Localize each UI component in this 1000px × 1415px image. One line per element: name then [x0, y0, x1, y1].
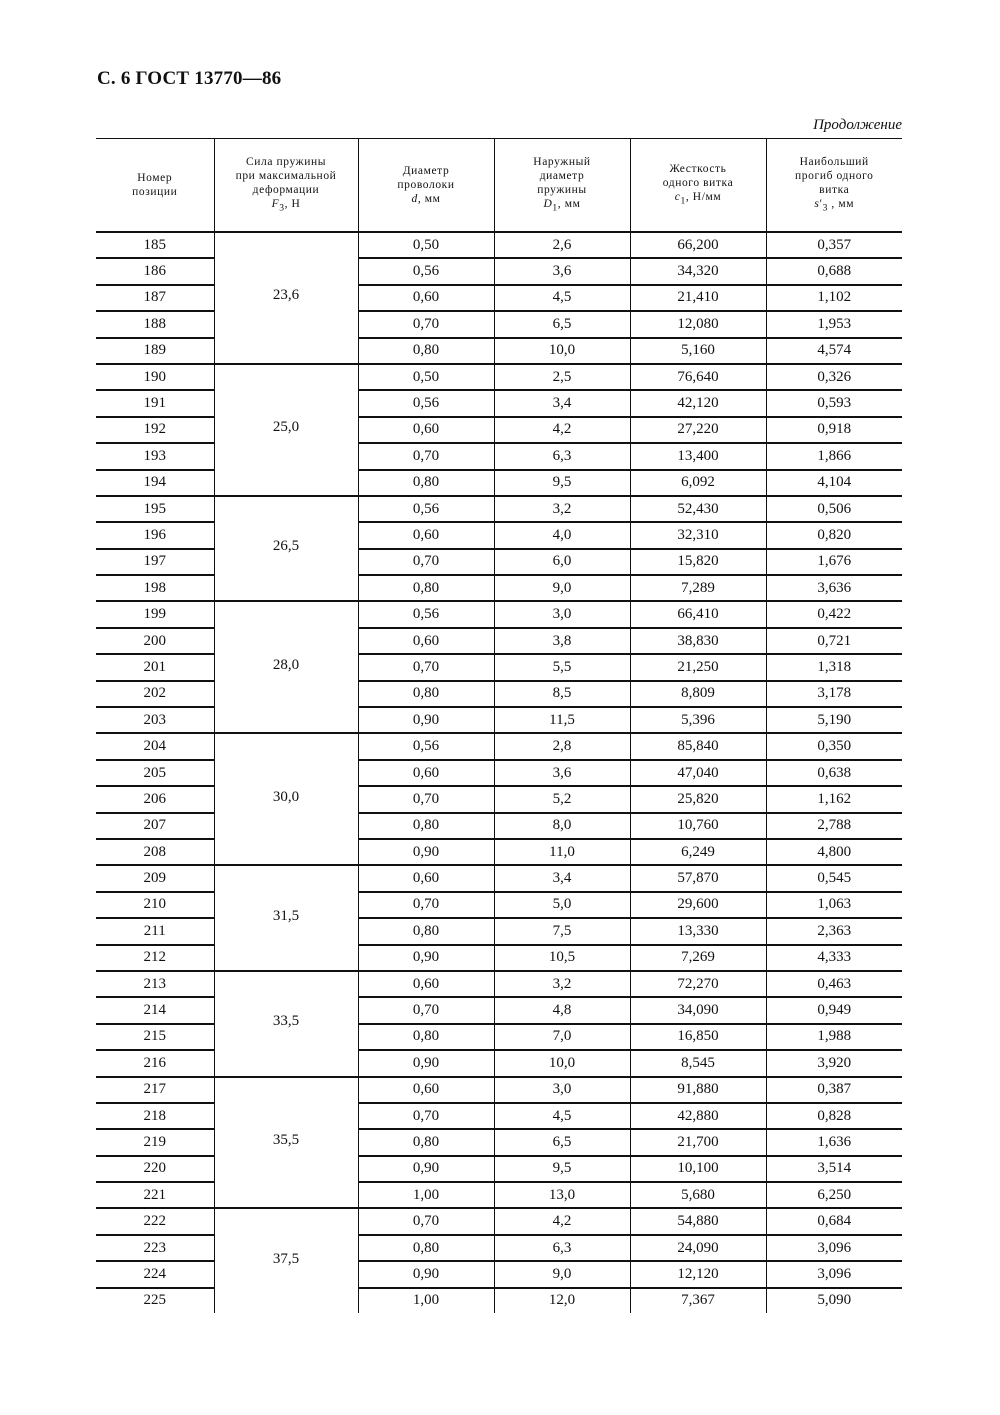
force-cell: 37,5	[214, 1208, 358, 1313]
deflection-cell: 4,104	[766, 470, 902, 496]
outer-diameter-cell: 4,2	[494, 417, 630, 443]
outer-diameter-cell: 4,8	[494, 997, 630, 1023]
position-cell: 207	[96, 813, 214, 839]
wire-diameter-cell: 0,60	[358, 417, 494, 443]
wire-diameter-cell: 0,56	[358, 390, 494, 416]
deflection-cell: 1,676	[766, 549, 902, 575]
position-cell: 198	[96, 575, 214, 601]
wire-diameter-cell: 0,70	[358, 654, 494, 680]
deflection-cell: 1,953	[766, 311, 902, 337]
deflection-cell: 2,788	[766, 813, 902, 839]
outer-diameter-cell: 2,8	[494, 733, 630, 759]
outer-diameter-cell: 10,0	[494, 338, 630, 364]
deflection-cell: 0,387	[766, 1077, 902, 1103]
wire-diameter-cell: 0,60	[358, 760, 494, 786]
column-header-force-text: Сила пружины при максимальной деформации $F_3$, Н	[235, 155, 337, 214]
deflection-cell: 3,178	[766, 681, 902, 707]
wire-diameter-cell: 0,60	[358, 285, 494, 311]
deflection-cell: 4,800	[766, 839, 902, 865]
stiffness-cell: 24,090	[630, 1235, 766, 1261]
wire-diameter-cell: 0,80	[358, 1235, 494, 1261]
outer-diameter-cell: 9,5	[494, 470, 630, 496]
force-cell: 23,6	[214, 232, 358, 364]
stiffness-cell: 21,250	[630, 654, 766, 680]
deflection-cell: 0,326	[766, 364, 902, 390]
force-cell: 35,5	[214, 1077, 358, 1209]
table-row	[96, 971, 902, 997]
outer-diameter-cell: 3,6	[494, 760, 630, 786]
position-cell: 215	[96, 1024, 214, 1050]
wire-diameter-cell: 0,80	[358, 813, 494, 839]
deflection-cell: 1,063	[766, 892, 902, 918]
column-header-wire-diameter: Диаметр проволоки d, мм	[358, 139, 494, 233]
position-cell: 191	[96, 390, 214, 416]
outer-diameter-cell: 11,0	[494, 839, 630, 865]
outer-diameter-cell: 3,2	[494, 971, 630, 997]
stiffness-cell: 21,700	[630, 1129, 766, 1155]
outer-diameter-cell: 3,0	[494, 1077, 630, 1103]
deflection-cell: 0,422	[766, 601, 902, 627]
position-cell: 199	[96, 601, 214, 627]
stiffness-cell: 66,410	[630, 601, 766, 627]
position-cell: 202	[96, 681, 214, 707]
position-cell: 223	[96, 1235, 214, 1261]
wire-diameter-cell: 0,80	[358, 1129, 494, 1155]
stiffness-cell: 25,820	[630, 786, 766, 812]
stiffness-cell: 5,160	[630, 338, 766, 364]
deflection-cell: 1,102	[766, 285, 902, 311]
wire-diameter-cell: 0,80	[358, 338, 494, 364]
stiffness-cell: 42,120	[630, 390, 766, 416]
position-cell: 225	[96, 1288, 214, 1313]
outer-diameter-cell: 4,5	[494, 1103, 630, 1129]
stiffness-cell: 12,080	[630, 311, 766, 337]
outer-diameter-cell: 10,5	[494, 945, 630, 971]
outer-diameter-cell: 12,0	[494, 1288, 630, 1313]
column-header-outer-diameter: Наружный диаметр пружины $D_1$, мм	[494, 139, 630, 233]
outer-diameter-cell: 3,0	[494, 601, 630, 627]
stiffness-cell: 6,092	[630, 470, 766, 496]
position-cell: 220	[96, 1156, 214, 1182]
table-body	[96, 232, 902, 1313]
stiffness-cell: 85,840	[630, 733, 766, 759]
column-header-force	[214, 139, 358, 233]
stiffness-cell: 5,680	[630, 1182, 766, 1208]
force-cell: 31,5	[214, 865, 358, 971]
outer-diameter-cell: 7,0	[494, 1024, 630, 1050]
outer-diameter-cell: 3,4	[494, 865, 630, 891]
position-cell: 194	[96, 470, 214, 496]
position-cell: 203	[96, 707, 214, 733]
wire-diameter-cell: 0,50	[358, 232, 494, 258]
wire-diameter-cell: 0,70	[358, 997, 494, 1023]
outer-diameter-cell: 3,6	[494, 258, 630, 284]
deflection-cell: 0,820	[766, 522, 902, 548]
deflection-cell: 0,638	[766, 760, 902, 786]
deflection-cell: 3,096	[766, 1261, 902, 1287]
outer-diameter-cell: 2,5	[494, 364, 630, 390]
force-cell: 28,0	[214, 601, 358, 733]
wire-diameter-cell: 1,00	[358, 1182, 494, 1208]
stiffness-cell: 27,220	[630, 417, 766, 443]
deflection-cell: 1,988	[766, 1024, 902, 1050]
position-cell: 214	[96, 997, 214, 1023]
outer-diameter-cell: 4,0	[494, 522, 630, 548]
wire-diameter-cell: 0,80	[358, 918, 494, 944]
column-header-position: Номер позиции	[96, 139, 214, 233]
position-cell: 221	[96, 1182, 214, 1208]
force-cell: 30,0	[214, 733, 358, 865]
stiffness-cell: 13,400	[630, 443, 766, 469]
stiffness-cell: 29,600	[630, 892, 766, 918]
position-cell: 185	[143, 236, 166, 253]
outer-diameter-cell: 5,2	[494, 786, 630, 812]
stiffness-cell: 47,040	[630, 760, 766, 786]
outer-diameter-cell: 6,3	[494, 443, 630, 469]
position-cell: 209	[96, 865, 214, 891]
outer-diameter-cell: 11,5	[494, 707, 630, 733]
wire-diameter-cell: 0,56	[358, 733, 494, 759]
stiffness-cell: 10,760	[630, 813, 766, 839]
stiffness-cell: 42,880	[630, 1103, 766, 1129]
deflection-cell: 0,506	[766, 496, 902, 522]
outer-diameter-cell: 13,0	[494, 1182, 630, 1208]
position-cell: 212	[96, 945, 214, 971]
stiffness-cell: 91,880	[630, 1077, 766, 1103]
stiffness-cell: 7,269	[630, 945, 766, 971]
deflection-cell: 3,096	[766, 1235, 902, 1261]
outer-diameter-cell: 3,2	[494, 496, 630, 522]
deflection-cell: 5,190	[766, 707, 902, 733]
position-cell: 204	[96, 733, 214, 759]
stiffness-cell: 6,249	[630, 839, 766, 865]
wire-diameter-cell: 0,60	[358, 1077, 494, 1103]
wire-diameter-cell: 0,70	[358, 443, 494, 469]
position-cell: 205	[96, 760, 214, 786]
wire-diameter-cell: 0,90	[358, 1156, 494, 1182]
deflection-cell: 3,514	[766, 1156, 902, 1182]
stiffness-cell: 8,545	[630, 1050, 766, 1076]
position-cell: 218	[96, 1103, 214, 1129]
stiffness-cell: 5,396	[630, 707, 766, 733]
wire-diameter-cell: 0,60	[358, 522, 494, 548]
outer-diameter-cell: 6,0	[494, 549, 630, 575]
position-cell: 200	[96, 628, 214, 654]
wire-diameter-cell: 0,70	[358, 892, 494, 918]
outer-diameter-cell: 2,6	[494, 232, 630, 258]
position-cell: 210	[96, 892, 214, 918]
deflection-cell: 0,918	[766, 417, 902, 443]
position-cell: 211	[96, 918, 214, 944]
outer-diameter-cell: 10,0	[494, 1050, 630, 1076]
position-cell: 217	[96, 1077, 214, 1103]
deflection-cell: 2,363	[766, 918, 902, 944]
deflection-cell: 3,920	[766, 1050, 902, 1076]
position-cell: 206	[96, 786, 214, 812]
position-cell: 222	[96, 1208, 214, 1234]
wire-diameter-cell: 0,56	[358, 601, 494, 627]
wire-diameter-cell: 0,90	[358, 1050, 494, 1076]
wire-diameter-cell: 0,80	[358, 575, 494, 601]
deflection-cell: 5,090	[766, 1288, 902, 1313]
deflection-cell: 0,357	[766, 232, 902, 258]
deflection-cell: 0,463	[766, 971, 902, 997]
wire-diameter-cell: 0,50	[358, 364, 494, 390]
wire-diameter-cell: 0,56	[358, 258, 494, 284]
wire-diameter-cell: 0,80	[358, 1024, 494, 1050]
deflection-cell: 0,721	[766, 628, 902, 654]
stiffness-cell: 34,090	[630, 997, 766, 1023]
table-row	[96, 364, 902, 390]
table-row	[96, 865, 902, 891]
deflection-cell: 1,318	[766, 654, 902, 680]
stiffness-cell: 10,100	[630, 1156, 766, 1182]
position-cell: 188	[96, 311, 214, 337]
stiffness-cell: 16,850	[630, 1024, 766, 1050]
outer-diameter-cell: 9,0	[494, 1261, 630, 1287]
deflection-cell: 0,593	[766, 390, 902, 416]
wire-diameter-cell: 0,90	[358, 1261, 494, 1287]
table-row	[96, 1077, 902, 1103]
table-row	[96, 1208, 902, 1234]
table-row	[96, 232, 902, 258]
deflection-cell: 1,636	[766, 1129, 902, 1155]
wire-diameter-cell: 0,90	[358, 839, 494, 865]
stiffness-cell: 66,200	[630, 232, 766, 258]
spring-parameters-table	[96, 138, 902, 1313]
table-row	[96, 496, 902, 522]
wire-diameter-cell: 0,80	[358, 470, 494, 496]
stiffness-cell: 57,870	[630, 865, 766, 891]
outer-diameter-cell: 5,0	[494, 892, 630, 918]
outer-diameter-cell: 4,5	[494, 285, 630, 311]
outer-diameter-cell: 3,4	[494, 390, 630, 416]
stiffness-cell: 76,640	[630, 364, 766, 390]
column-header-deflection: Наибольший прогиб одного витка $s'_3$ , мм	[766, 139, 902, 233]
wire-diameter-cell: 0,80	[358, 681, 494, 707]
stiffness-cell: 34,320	[630, 258, 766, 284]
outer-diameter-cell: 6,5	[494, 1129, 630, 1155]
outer-diameter-cell: 3,8	[494, 628, 630, 654]
wire-diameter-cell: 0,70	[358, 1208, 494, 1234]
stiffness-cell: 15,820	[630, 549, 766, 575]
stiffness-cell: 32,310	[630, 522, 766, 548]
wire-diameter-cell: 0,60	[358, 865, 494, 891]
deflection-cell: 6,250	[766, 1182, 902, 1208]
deflection-cell: 0,828	[766, 1103, 902, 1129]
stiffness-cell: 13,330	[630, 918, 766, 944]
position-cell: 216	[96, 1050, 214, 1076]
stiffness-cell: 54,880	[630, 1208, 766, 1234]
position-cell: 201	[96, 654, 214, 680]
outer-diameter-cell: 6,3	[494, 1235, 630, 1261]
wire-diameter-cell: 0,90	[358, 707, 494, 733]
position-cell: 190	[96, 364, 214, 390]
stiffness-cell: 7,367	[630, 1288, 766, 1313]
deflection-cell: 1,162	[766, 786, 902, 812]
deflection-cell: 0,688	[766, 258, 902, 284]
outer-diameter-cell: 5,5	[494, 654, 630, 680]
outer-diameter-cell: 9,5	[494, 1156, 630, 1182]
deflection-cell: 4,574	[766, 338, 902, 364]
deflection-cell: 0,949	[766, 997, 902, 1023]
wire-diameter-cell: 0,70	[358, 549, 494, 575]
position-cell: 208	[96, 839, 214, 865]
deflection-cell: 4,333	[766, 945, 902, 971]
outer-diameter-cell: 7,5	[494, 918, 630, 944]
position-cell: 187	[96, 285, 214, 311]
table-row	[96, 601, 902, 627]
position-cell: 192	[96, 417, 214, 443]
outer-diameter-cell: 9,0	[494, 575, 630, 601]
position-cell: 219	[96, 1129, 214, 1155]
position-cell: 193	[96, 443, 214, 469]
stiffness-cell: 38,830	[630, 628, 766, 654]
position-cell: 224	[96, 1261, 214, 1287]
force-cell: 33,5	[214, 971, 358, 1077]
table-header-row	[96, 139, 902, 233]
deflection-cell: 0,684	[766, 1208, 902, 1234]
wire-diameter-cell: 0,60	[358, 971, 494, 997]
continuation-label: Продолжение	[813, 117, 902, 133]
position-cell: 213	[96, 971, 214, 997]
wire-diameter-cell: 0,70	[358, 311, 494, 337]
force-cell: 25,0	[214, 364, 358, 496]
stiffness-cell: 8,809	[630, 681, 766, 707]
outer-diameter-cell: 8,0	[494, 813, 630, 839]
wire-diameter-cell: 0,56	[358, 496, 494, 522]
stiffness-cell: 72,270	[630, 971, 766, 997]
outer-diameter-cell: 8,5	[494, 681, 630, 707]
deflection-cell: 0,545	[766, 865, 902, 891]
table-row	[96, 733, 902, 759]
force-cell: 26,5	[214, 496, 358, 602]
position-cell: 195	[96, 496, 214, 522]
outer-diameter-cell: 4,2	[494, 1208, 630, 1234]
outer-diameter-cell: 6,5	[494, 311, 630, 337]
wire-diameter-cell: 0,70	[358, 1103, 494, 1129]
position-cell: 189	[96, 338, 214, 364]
deflection-cell: 0,350	[766, 733, 902, 759]
wire-diameter-cell: 0,70	[358, 786, 494, 812]
column-header-stiffness: Жесткость одного витка $c_1$, Н/мм	[630, 139, 766, 233]
wire-diameter-cell: 0,60	[358, 628, 494, 654]
position-cell: 196	[96, 522, 214, 548]
position-cell: 186	[96, 258, 214, 284]
wire-diameter-cell: 0,90	[358, 945, 494, 971]
stiffness-cell: 12,120	[630, 1261, 766, 1287]
page-header: С. 6 ГОСТ 13770—86	[97, 68, 282, 89]
wire-diameter-cell: 1,00	[358, 1288, 494, 1313]
stiffness-cell: 7,289	[630, 575, 766, 601]
deflection-cell: 1,866	[766, 443, 902, 469]
position-cell: 197	[96, 549, 214, 575]
stiffness-cell: 21,410	[630, 285, 766, 311]
deflection-cell: 3,636	[766, 575, 902, 601]
stiffness-cell: 52,430	[630, 496, 766, 522]
